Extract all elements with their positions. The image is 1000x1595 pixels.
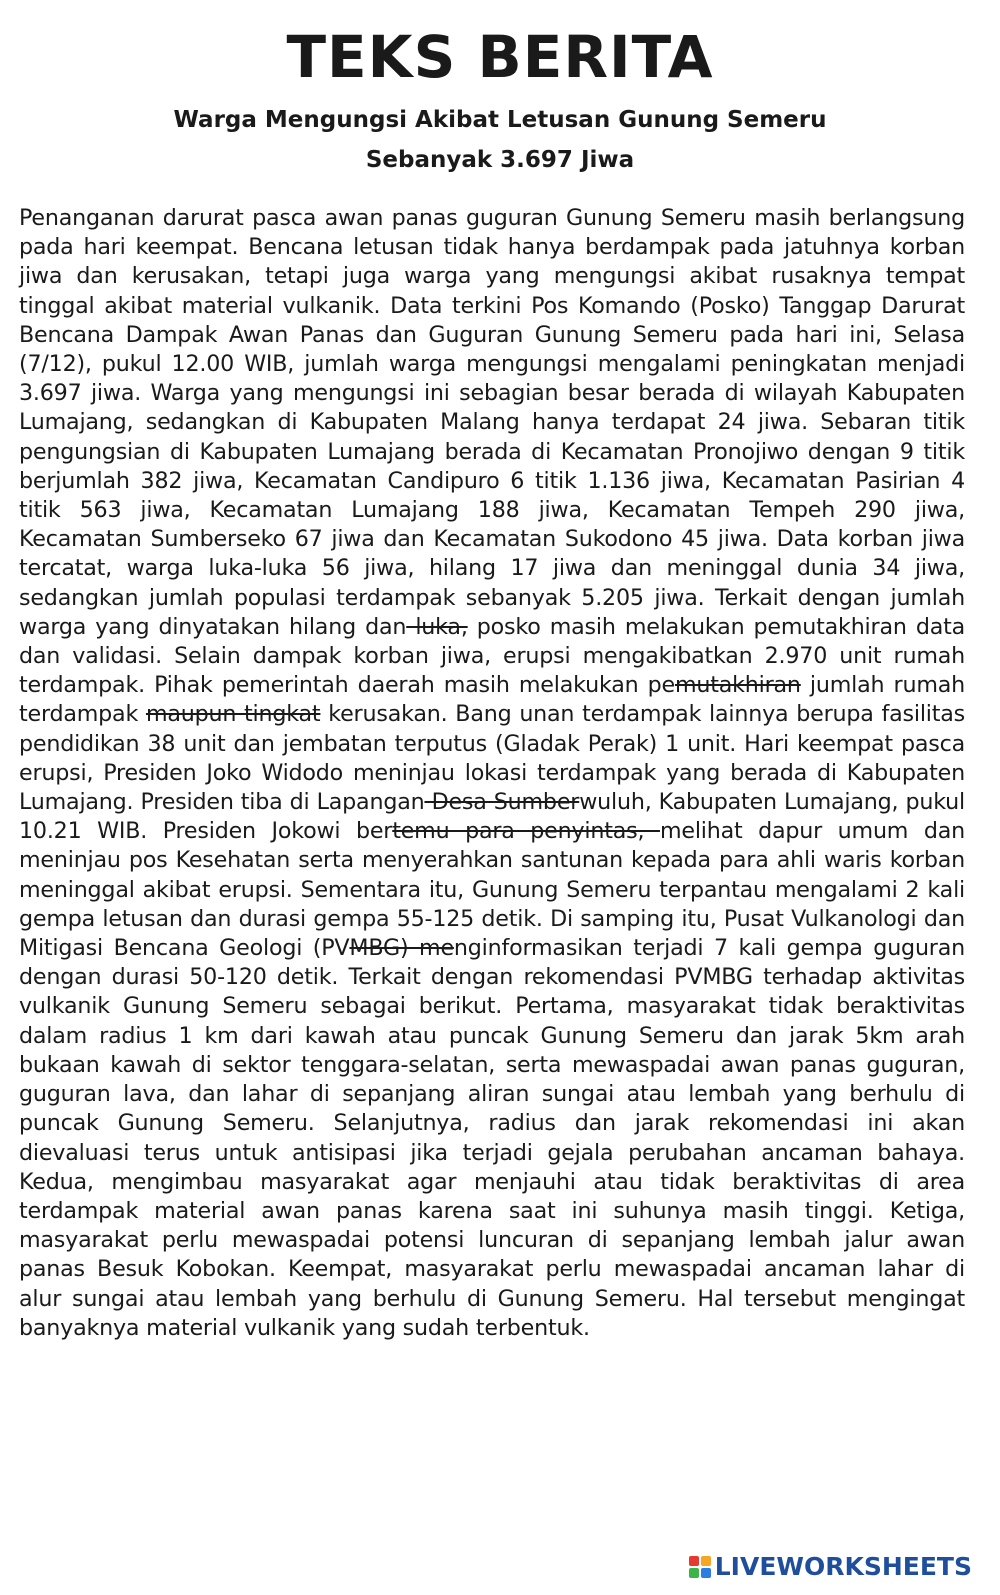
strikethrough-text: maupun tingkat xyxy=(145,701,321,728)
strikethrough-text: MBG) me xyxy=(349,935,454,962)
brand-name: LIVEWORKSHEETS xyxy=(714,1552,972,1581)
article-text: Penanganan darurat pasca awan panas guguran Gunung Semeru masih berlangsung pada hari keempat. Bencana letusan tidak hanya berdampak pada jatuhnya korban jiwa dan kerusakan, tetapi juga warga yang mengungsi akibat rusaknya tempat tinggal akibat material vulkanik. Data terkini Pos Komando (Posko) Tanggap Darurat Bencana Dampak Awan Panas dan Guguran Gunung Semeru pada hari ini, Selasa (7/12), pukul 12.00 WIB, jumlah warga mengungsi mengalami peningkatan menjadi 3.697 jiwa. Warga yang mengungsi ini sebagian besar berada di wilayah Kabupaten Lumajang, sedangkan di Kabupaten Malang hanya terdapat 24 jiwa. Sebaran titik pengungsian di Kabupaten Lumajang berada di Kecamatan Pronojiwo dengan 9 titik berjumlah 382 jiwa, Kecamatan Candipuro 6 titik 1.136 jiwa, Kecamatan Pasirian 4 titik 563 jiwa, Kecamatan Lumajang 188 jiwa, Kecamatan Tempeh 290 jiwa, Kecamatan Sumberseko 67 jiwa dan Kecamatan Sukodono 45 jiwa. Data korban jiwa tercatat, warga luka-luka 56 jiwa, hilang 17 jiwa dan meninggal dunia 34 jiwa, sedangkan jumlah populasi terdampak sebanyak 5.205 jiwa. Terkait dengan jumlah warga yang dinyatakan hilang dan xyxy=(19,205,965,640)
strikethrough-text: mutakhiran xyxy=(674,672,801,699)
article-text: nginformasikan terjadi 7 kali gempa guguran dengan durasi 50-120 detik. Terkait dengan rekomendasi PVMBG terhadap aktivitas vulkanik Gunung Semeru sebagai berikut. Pertama, masyarakat tidak beraktivitas dalam radius 1 km dari kawah atau puncak Gunung Semeru dan jarak 5km arah bukaan kawah di sektor tenggara-selatan, serta mewaspadai awan panas guguran, guguran lava, dan lahar di sepanjang aliran sungai atau lembah yang berhulu di puncak Gunung Semeru. Selanjutnya, radius dan jarak rekomendasi ini akan dievaluasi terus untuk antisipasi jika terjadi gejala perubahan ancaman bahaya. Kedua, mengimbau masyarakat agar menjauhi atau tidak beraktivitas di area terdampak material awan panas karena saat ini suhunya masih tinggi. Ketiga, masyarakat perlu mewaspadai potensi luncuran di sepanjang lembah jalur awan panas Besuk Kobokan. Keempat, masyarakat perlu mewaspadai ancaman lahar di alur sungai atau lembah yang berhulu di Gunung Semeru. Hal tersebut mengingat banyaknya material vulkanik yang sudah terbentuk. xyxy=(19,935,965,1341)
article-text: melihat dapur umum dan meninjau pos Kesehatan serta menyerahkan santunan kepada para ahli waris korban meninggal akibat erupsi. Sementara itu, Gunung Semeru terpantau mengalami 2 kali gempa letusan dan durasi gempa 55-125 detik. Di samping itu, Pusat Vulkanologi dan Mitigasi Bencana Geologi (PV xyxy=(19,818,965,962)
strikethrough-text: luka, xyxy=(406,613,468,640)
logo-tile-orange xyxy=(701,1556,711,1566)
article-body xyxy=(19,204,965,1343)
article-text: kerusakan. Bang xyxy=(320,701,512,728)
news-headline-line-2: Sebanyak 3.697 Jiwa xyxy=(365,147,635,173)
article-text: unan terdampak lainnya berupa fasilitas pendidikan 38 unit dan jembatan terputus (Gladak Perak) 1 unit. Hari keempat pasca erupsi, Presiden Joko Widodo meninjau lokasi terdampak yang berada di Kabupaten Lumajang. Presiden tiba di Lapangan xyxy=(19,701,966,816)
strikethrough-text: Desa Sumber xyxy=(424,789,580,816)
document-title: TEKS BERITA xyxy=(286,23,714,91)
article-text: posko masih melakukan pemutakhiran data dan validasi. Selain dampak korban jiwa, erupsi mengakibatkan 2.970 unit rumah terdampak. Pihak pemerintah daerah masih melakukan pe xyxy=(19,613,965,699)
article-text: jumlah rumah terdampak xyxy=(19,672,966,728)
logo-tiles-icon xyxy=(689,1556,711,1578)
liveworksheets-logo[interactable] xyxy=(689,1552,972,1581)
news-headline-line-1: Warga Mengungsi Akibat Letusan Gunung Semeru xyxy=(173,107,827,133)
logo-tile-red xyxy=(689,1556,699,1566)
article-text: wuluh, Kabupaten Lumajang, pukul 10.21 WIB. Presiden Jokowi ber xyxy=(19,789,966,845)
news-headline xyxy=(0,100,1000,180)
logo-tile-green xyxy=(689,1568,699,1578)
strikethrough-text: temu para penyintas, xyxy=(392,818,660,845)
logo-tile-blue xyxy=(701,1568,711,1578)
